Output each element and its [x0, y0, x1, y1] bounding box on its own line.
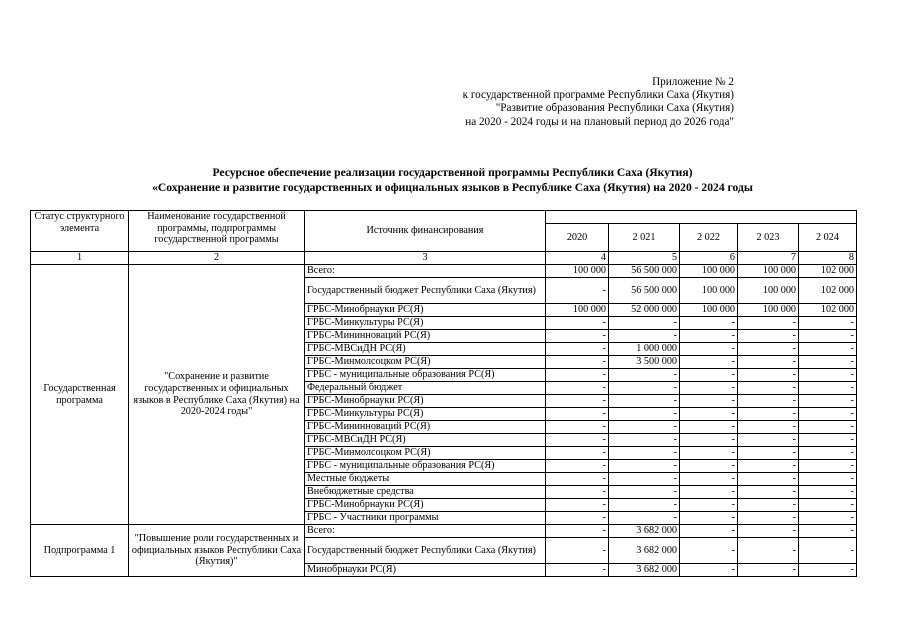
amount-cell: -: [546, 447, 609, 460]
amount-cell: -: [738, 330, 799, 343]
amount-cell: 3 682 000: [609, 564, 680, 577]
amount-cell: -: [738, 382, 799, 395]
amount-cell: -: [799, 356, 857, 369]
amount-cell: -: [609, 512, 680, 525]
amount-cell: -: [799, 395, 857, 408]
amount-cell: -: [799, 473, 857, 486]
amount-cell: -: [680, 317, 738, 330]
funding-source-cell: Внебюджетные средства: [305, 486, 546, 499]
funding-source-cell: ГРБС - муниципальные образования РС(Я): [305, 369, 546, 382]
amount-cell: -: [609, 499, 680, 512]
funding-source-cell: ГРБС-Минмолсоцком РС(Я): [305, 356, 546, 369]
amount-cell: -: [799, 486, 857, 499]
amount-cell: -: [546, 473, 609, 486]
funding-source-cell: ГРБС-Минобрнауки РС(Я): [305, 304, 546, 317]
header-year: 2020: [546, 224, 609, 252]
amount-cell: -: [609, 408, 680, 421]
amount-cell: -: [546, 564, 609, 577]
amount-cell: -: [609, 317, 680, 330]
amount-cell: -: [738, 486, 799, 499]
amount-cell: -: [680, 369, 738, 382]
amount-cell: -: [609, 486, 680, 499]
amount-cell: -: [738, 473, 799, 486]
program-name-cell: "Сохранение и развитие государственных и официальных языков в Республике Саха (Якутия) на 2020-2024 годы": [129, 265, 305, 525]
funding-source-cell: ГРБС-Минобрнауки РС(Я): [305, 499, 546, 512]
amount-cell: -: [799, 421, 857, 434]
amount-cell: 56 500 000: [609, 265, 680, 278]
header-status: Статус структурного элемента: [31, 211, 129, 252]
header-year: 2 023: [738, 224, 799, 252]
amount-cell: -: [799, 460, 857, 473]
amount-cell: -: [799, 564, 857, 577]
amount-cell: -: [546, 525, 609, 538]
amount-cell: -: [546, 499, 609, 512]
appendix-period: на 2020 - 2024 годы и на плановый период до 2026 года": [465, 115, 734, 128]
amount-cell: -: [546, 538, 609, 564]
amount-cell: -: [799, 343, 857, 356]
header-year: 2 024: [799, 224, 857, 252]
amount-cell: -: [738, 525, 799, 538]
amount-cell: 3 500 000: [609, 356, 680, 369]
amount-cell: 100 000: [680, 265, 738, 278]
funding-source-cell: Федеральный бюджет: [305, 382, 546, 395]
column-number: 2: [129, 252, 305, 265]
amount-cell: -: [680, 421, 738, 434]
funding-source-cell: ГРБС-МВСиДН РС(Я): [305, 343, 546, 356]
header-name: Наименование государственной программы, подпрограммы государственной программы: [129, 211, 305, 252]
amount-cell: -: [738, 460, 799, 473]
appendix-program-name: "Развитие образования Республики Саха (Якутия): [495, 102, 734, 115]
amount-cell: -: [738, 512, 799, 525]
column-number: 1: [31, 252, 129, 265]
funding-source-cell: Минобрнауки РС(Я): [305, 564, 546, 577]
subprogram-name-cell: "Повышение роли государственных и официальных языков Республики Саха (Якутия)": [129, 525, 305, 577]
amount-cell: -: [738, 369, 799, 382]
amount-cell: -: [546, 512, 609, 525]
amount-cell: -: [609, 395, 680, 408]
amount-cell: -: [738, 343, 799, 356]
amount-cell: -: [609, 434, 680, 447]
amount-cell: -: [680, 395, 738, 408]
amount-cell: -: [738, 356, 799, 369]
amount-cell: -: [799, 447, 857, 460]
appendix-number: Приложение № 2: [652, 76, 734, 88]
header-source: Источник финансирования: [305, 211, 546, 252]
amount-cell: -: [680, 538, 738, 564]
amount-cell: -: [546, 356, 609, 369]
amount-cell: -: [609, 473, 680, 486]
amount-cell: -: [680, 343, 738, 356]
amount-cell: 100 000: [680, 304, 738, 317]
amount-cell: -: [799, 317, 857, 330]
amount-cell: -: [680, 525, 738, 538]
amount-cell: -: [680, 382, 738, 395]
table-row: [31, 525, 857, 538]
amount-cell: -: [609, 330, 680, 343]
amount-cell: 102 000: [799, 278, 857, 304]
amount-cell: -: [799, 330, 857, 343]
amount-cell: -: [609, 460, 680, 473]
appendix-reference: к государственной программе Республики Саха (Якутия): [462, 89, 734, 102]
amount-cell: -: [546, 434, 609, 447]
amount-cell: -: [546, 421, 609, 434]
amount-cell: -: [609, 382, 680, 395]
funding-source-cell: ГРБС-Мининноваций РС(Я): [305, 330, 546, 343]
amount-cell: 100 000: [738, 265, 799, 278]
column-number: 7: [738, 252, 799, 265]
amount-cell: -: [738, 408, 799, 421]
amount-cell: -: [799, 512, 857, 525]
amount-cell: 100 000: [546, 265, 609, 278]
program-status-cell: Государственная программа: [31, 265, 129, 525]
amount-cell: 100 000: [680, 278, 738, 304]
amount-cell: 52 000 000: [609, 304, 680, 317]
amount-cell: -: [738, 421, 799, 434]
funding-table: [30, 210, 857, 577]
amount-cell: -: [609, 447, 680, 460]
amount-cell: -: [609, 369, 680, 382]
funding-source-cell: ГРБС - Участники программы: [305, 512, 546, 525]
amount-cell: -: [546, 278, 609, 304]
amount-cell: -: [546, 382, 609, 395]
amount-cell: 1 000 000: [609, 343, 680, 356]
amount-cell: -: [609, 421, 680, 434]
amount-cell: -: [680, 486, 738, 499]
funding-source-cell: ГРБС-Минмолсоцком РС(Я): [305, 447, 546, 460]
amount-cell: -: [680, 473, 738, 486]
funding-source-cell: Всего:: [305, 265, 546, 278]
amount-cell: -: [546, 317, 609, 330]
amount-cell: 100 000: [738, 278, 799, 304]
amount-cell: -: [738, 538, 799, 564]
amount-cell: -: [738, 317, 799, 330]
header-year: 2 022: [680, 224, 738, 252]
amount-cell: -: [680, 408, 738, 421]
amount-cell: -: [546, 330, 609, 343]
funding-source-cell: Государственный бюджет Республики Саха (Якутия): [305, 538, 546, 564]
funding-source-cell: ГРБС-Минкультуры РС(Я): [305, 317, 546, 330]
title-line-1: Ресурсное обеспечение реализации государственной программы Республики Саха (Якутия): [212, 166, 693, 179]
amount-cell: -: [738, 395, 799, 408]
amount-cell: 56 500 000: [609, 278, 680, 304]
amount-cell: -: [546, 343, 609, 356]
funding-source-cell: Местные бюджеты: [305, 473, 546, 486]
amount-cell: -: [680, 460, 738, 473]
funding-source-cell: ГРБС-Минобрнауки РС(Я): [305, 395, 546, 408]
funding-source-cell: ГРБС - муниципальные образования РС(Я): [305, 460, 546, 473]
table-row: [31, 265, 857, 278]
column-number: 6: [680, 252, 738, 265]
amount-cell: -: [738, 499, 799, 512]
amount-cell: -: [546, 395, 609, 408]
amount-cell: -: [799, 538, 857, 564]
document-title: [0, 166, 905, 195]
header-row: [31, 211, 857, 224]
amount-cell: -: [738, 434, 799, 447]
amount-cell: -: [799, 382, 857, 395]
header-year: 2 021: [609, 224, 680, 252]
amount-cell: 100 000: [546, 304, 609, 317]
amount-cell: 3 682 000: [609, 525, 680, 538]
amount-cell: -: [799, 525, 857, 538]
amount-cell: 3 682 000: [609, 538, 680, 564]
column-number-row: [31, 252, 857, 265]
amount-cell: -: [546, 369, 609, 382]
amount-cell: 102 000: [799, 265, 857, 278]
amount-cell: -: [546, 408, 609, 421]
amount-cell: -: [799, 369, 857, 382]
funding-source-cell: ГРБС-МВСиДН РС(Я): [305, 434, 546, 447]
amount-cell: 100 000: [738, 304, 799, 317]
column-number: 3: [305, 252, 546, 265]
amount-cell: -: [799, 499, 857, 512]
funding-source-cell: Всего:: [305, 525, 546, 538]
funding-source-cell: ГРБС-Мининноваций РС(Я): [305, 421, 546, 434]
amount-cell: -: [799, 408, 857, 421]
amount-cell: -: [680, 447, 738, 460]
funding-source-cell: Государственный бюджет Республики Саха (Якутия): [305, 278, 546, 304]
amount-cell: -: [546, 486, 609, 499]
amount-cell: -: [738, 564, 799, 577]
column-number: 8: [799, 252, 857, 265]
amount-cell: -: [738, 447, 799, 460]
header-years-group: [546, 211, 857, 224]
appendix-header: [0, 76, 734, 129]
amount-cell: -: [680, 512, 738, 525]
amount-cell: -: [680, 434, 738, 447]
funding-source-cell: ГРБС-Минкультуры РС(Я): [305, 408, 546, 421]
amount-cell: -: [680, 564, 738, 577]
amount-cell: -: [680, 356, 738, 369]
column-number: 4: [546, 252, 609, 265]
column-number: 5: [609, 252, 680, 265]
amount-cell: 102 000: [799, 304, 857, 317]
title-line-2: «Сохранение и развитие государственных и официальных языков в Республике Саха (Якутия) на 2020 - 2024 годы: [152, 180, 753, 194]
amount-cell: -: [546, 460, 609, 473]
amount-cell: -: [799, 434, 857, 447]
subprogram-status-cell: Подпрограмма 1: [31, 525, 129, 577]
amount-cell: -: [680, 499, 738, 512]
amount-cell: -: [680, 330, 738, 343]
